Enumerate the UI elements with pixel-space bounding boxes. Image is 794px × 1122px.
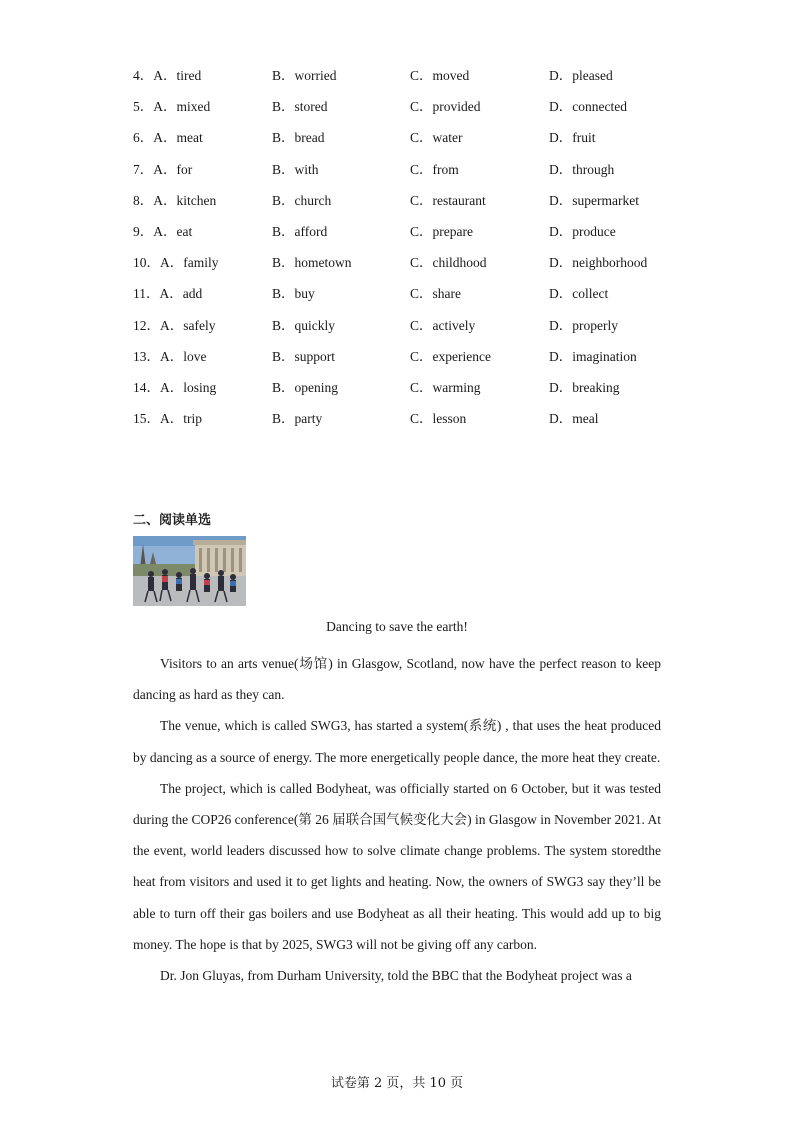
option-d: D．produce: [549, 223, 616, 239]
option-d: D．neighborhood: [549, 255, 648, 271]
option-a: 6．A．meat: [133, 130, 203, 146]
option-c: C．childhood: [410, 255, 487, 271]
option-row: [133, 66, 673, 97]
option-b: B．with: [272, 161, 319, 177]
option-c: C．actively: [410, 317, 476, 333]
option-b: B．bread: [272, 130, 325, 146]
option-c: C．from: [410, 161, 459, 177]
answer-options-list: [133, 66, 673, 440]
option-row: [133, 316, 673, 347]
option-row: [133, 222, 673, 253]
page-footer: 试卷第 2 页，共 10 页: [330, 1076, 464, 1091]
option-row: [133, 97, 673, 128]
option-b: B．hometown: [272, 255, 352, 271]
dancing-crowd-photo: [133, 536, 246, 606]
option-c: C．prepare: [410, 223, 473, 239]
option-a: 11．A．add: [133, 286, 203, 302]
option-a: 10．A．family: [133, 255, 219, 271]
option-d: D．pleased: [549, 68, 613, 83]
option-d: D．breaking: [549, 379, 620, 395]
article-paragraph-3: The project, which is called Bodyheat, was officially started on 6 October, but it was tested during the COP26 conference(第 26 届联合国气候变化大会) in Glasgow in November 2021. At the event, world leaders discussed how to solve climate change problems. The system storedthe heat from visitors and used it to get lights and heating. Now, the owners of SWG3 say they’ll be able to turn off their gas boilers and use Bodyheat as all their heating. This would add up to big money. The hope is that by 2025, SWG3 will not be giving off any carbon.: [133, 780, 661, 952]
option-b: B．support: [272, 348, 336, 364]
option-d: D．imagination: [549, 348, 637, 364]
article-paragraph-1: Visitors to an arts venue(场馆) in Glasgow, Scotland, now have the perfect reason to keep dancing as hard as they can.: [133, 656, 661, 703]
option-b: B．party: [272, 411, 323, 427]
option-c: C．moved: [410, 68, 470, 83]
option-c: C．provided: [410, 99, 481, 115]
option-d: D．through: [549, 161, 615, 177]
section-heading: 二、阅读单选: [133, 513, 212, 528]
option-b: B．opening: [272, 379, 338, 395]
option-c: C．share: [410, 286, 461, 302]
option-d: D．supermarket: [549, 192, 639, 208]
option-row: [133, 378, 673, 409]
option-b: B．church: [272, 192, 332, 208]
option-c: C．water: [410, 130, 463, 146]
option-a: 9．A．eat: [133, 223, 193, 239]
option-row: [133, 160, 673, 191]
article-body: [133, 648, 661, 991]
article-title: Dancing to save the earth!: [326, 619, 468, 634]
option-d: D．properly: [549, 317, 618, 333]
option-a: 8．A．kitchen: [133, 192, 217, 208]
option-c: C．lesson: [410, 411, 467, 427]
option-d: D．connected: [549, 99, 627, 115]
option-d: D．fruit: [549, 130, 596, 146]
option-a: 14．A．losing: [133, 379, 217, 395]
option-a: 5．A．mixed: [133, 99, 211, 115]
article-paragraph-2: The venue, which is called SWG3, has started a system(系统) , that uses the heat produced by dancing as a source of energy. The more energetically people dance, the more heat they create.: [133, 718, 661, 765]
option-c: C．warming: [410, 379, 481, 395]
option-b: B．worried: [272, 68, 337, 83]
photo-illustration: [133, 536, 246, 606]
option-b: B．stored: [272, 99, 328, 115]
option-a: 7．A．for: [133, 161, 193, 177]
option-row: [133, 284, 673, 315]
option-a: 12．A．safely: [133, 317, 216, 333]
option-b: B．buy: [272, 286, 315, 302]
option-d: D．meal: [549, 411, 599, 427]
option-a: 4．A．tired: [133, 68, 202, 83]
option-row: [133, 128, 673, 159]
option-c: C．experience: [410, 348, 491, 364]
option-b: B．afford: [272, 223, 328, 239]
option-a: 15．A．trip: [133, 411, 202, 427]
option-b: B．quickly: [272, 317, 335, 333]
option-row: [133, 409, 673, 440]
article-paragraph-4: Dr. Jon Gluyas, from Durham University, told the BBC that the Bodyheat project was a: [160, 968, 632, 984]
option-row: [133, 191, 673, 222]
option-c: C．restaurant: [410, 192, 486, 208]
option-a: 13．A．love: [133, 348, 207, 364]
option-row: [133, 253, 673, 284]
option-d: D．collect: [549, 286, 609, 302]
option-row: [133, 347, 673, 378]
